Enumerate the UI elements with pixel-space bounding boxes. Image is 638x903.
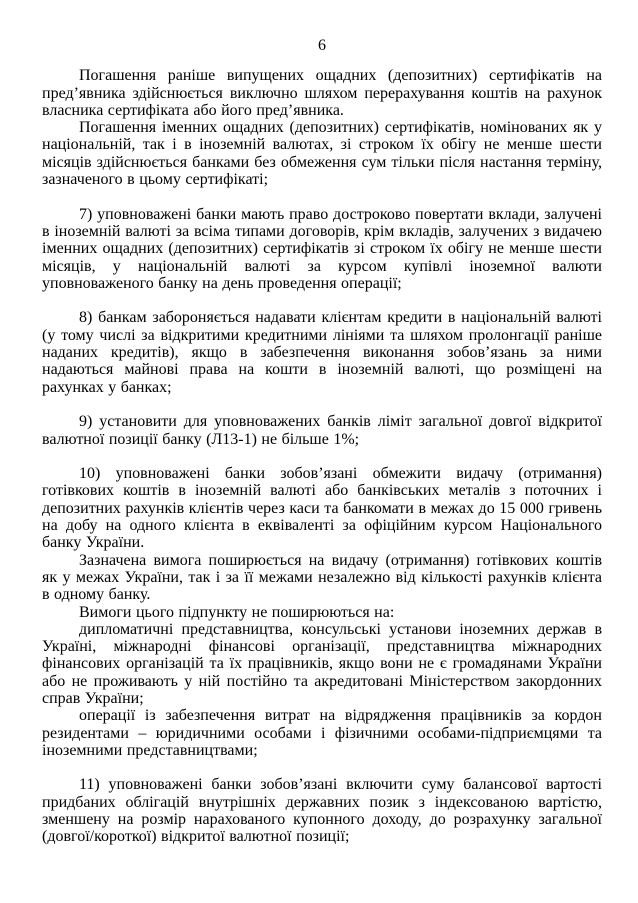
paragraph-item-10-scope: Зазначена вимога поширюється на видачу (отримання) готівкових коштів як у межах України, так і за її межами незалежно від кількості рахунків клієнта в одному банку. (42, 551, 602, 604)
paragraph-exception-diplomatic-missions: дипломатичні представництва, консульські установи іноземних держав в Україні, міжнародні фінансові організації, представництва міжнародних фінансових організацій та їх працівників, якщо вони не є громадянами України або не проживають у ній постійно та акредитовані Міністерством закордонних справ України; (42, 620, 602, 707)
paragraph-item-10-exceptions-intro: Вимоги цього підпункту не поширюються на: (79, 603, 395, 621)
paragraph-item-9-open-position-limit: 9) установити для уповноважених банків ліміт загальної довгої відкритої валютної позиції банку (Л13-1) не більше 1%; (42, 413, 602, 448)
paragraph-item-10-cash-withdrawal-limit: 10) уповноважені банки зобов’язані обмежити видачу (отримання) готівкових коштів в іноземній валюті або банківських металів з поточних і депозитних рахунків клієнтів через каси та банкомати в межах до 15 000 гривень на добу на одного клієнта в еквіваленті за офіційним курсом Національного банку України. (42, 465, 602, 552)
page-number: 6 (318, 37, 326, 54)
paragraph-redemption-bearer-certificates: Погашення раніше випущених ощадних (депозитних) сертифікатів на пред’явника здійснюється виключно шляхом перерахування коштів на рахунок власника сертифіката або його пред’явника. (42, 67, 602, 119)
paragraph-redemption-registered-certificates: Погашення іменних ощадних (депозитних) сертифікатів, номінованих як у національній, так і в іноземній валютах, зі строком їх обігу не менше шести місяців здійснюється банками без обмеження сум тільки після настання терміну, зазначеного в цьому сертифікаті; (42, 119, 602, 189)
paragraph-item-8-loan-prohibition: 8) банкам забороняється надавати клієнтам кредити в національній валюті (у тому числі за відкритими кредитними лініями та шляхом пролонгації раніше наданих кредитів), якщо в забезпечення виконання зобов’язань за ними надаються майнові права на кошти в іноземній валюті, що розміщені на рахунках у банках; (42, 309, 602, 396)
paragraph-item-7-early-deposit-return: 7) уповноважені банки мають право достроково повертати вклади, залучені в іноземній валюті за всіма типами договорів, крім вкладів, залучених з видачею іменних ощадних (депозитних) сертифікатів зі строком їх обігу не менше шести місяців, у національній валюті за курсом купівлі іноземної валюти уповноваженого банку на день проведення операції; (42, 205, 602, 292)
paragraph-exception-business-trips: операції із забезпечення витрат на відрядження працівників за кордон резидентами – юридичними особами і фізичними особами-підприємцями та іноземними представництвами; (42, 707, 602, 759)
paragraph-item-11-bond-value-inclusion: 11) уповноважені банки зобов’язані включити суму балансової вартості придбаних облігацій внутрішніх державних позик з індексованою вартістю, зменшену на розмір нарахованого купонного доходу, до розрахунку загальної (довгої/короткої) відкритої валютної позиції; (42, 776, 602, 846)
